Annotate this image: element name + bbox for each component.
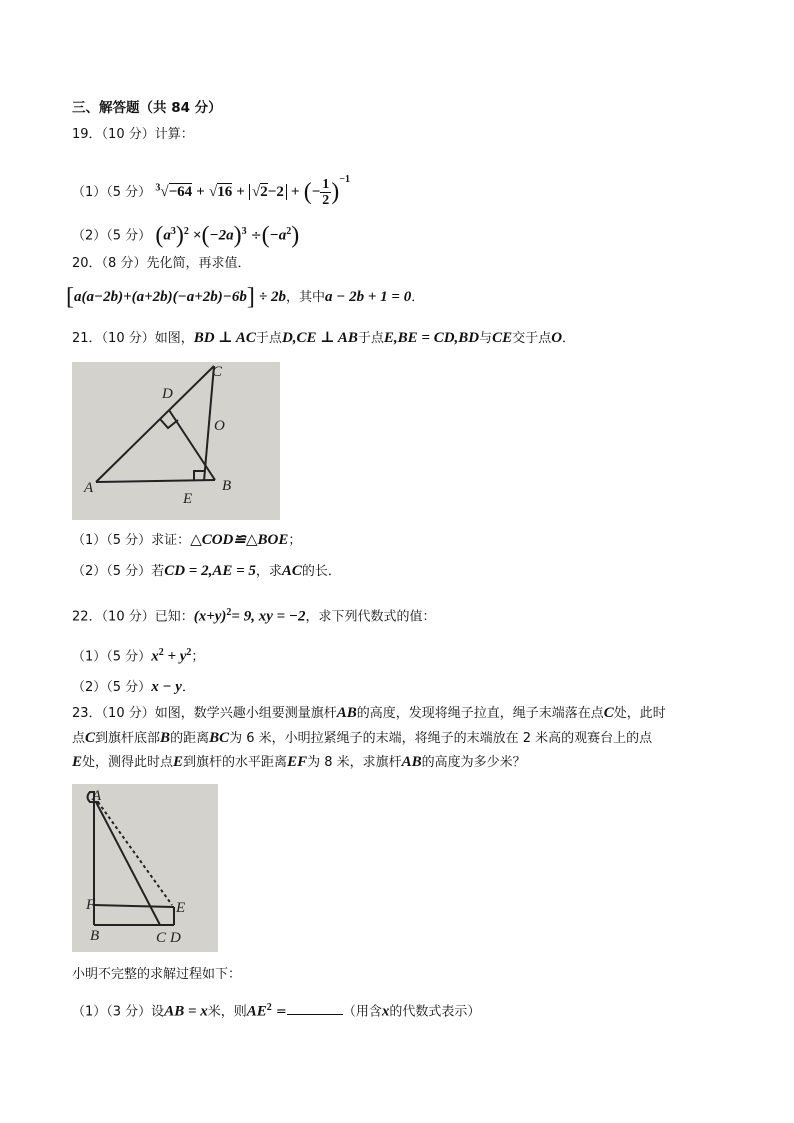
text: 为 8 米，求旗杆 <box>307 755 402 770</box>
text: 为 6 米，小明拉紧绳子的末端，将绳子的末端放在 2 米高的观赛台上的点 <box>229 731 653 746</box>
q23-line3 <box>72 752 526 773</box>
q20-stem: 20．（8 分）先化简，再求值． <box>72 256 251 271</box>
numerator: 1 <box>322 177 330 192</box>
text: 的长． <box>301 564 341 579</box>
part-label: （2）（5 分） <box>72 228 152 244</box>
math: BC <box>209 730 230 746</box>
q22-part2 <box>72 677 195 698</box>
root-index: 3 <box>155 182 161 194</box>
text: ； <box>288 533 302 548</box>
exponent: 2 <box>158 647 164 658</box>
math: BD ⊥ AC <box>193 330 256 346</box>
text: 交于点 <box>512 331 552 346</box>
q22-part1 <box>72 643 204 667</box>
math: CD = 2,AE = 5 <box>164 563 256 579</box>
math: x <box>381 1003 390 1020</box>
math: △COD≌△BOE <box>190 532 289 548</box>
op: + <box>196 184 205 200</box>
text: 处，测得此时点 <box>82 755 174 770</box>
math: AE <box>246 1003 267 1020</box>
math: x − y <box>151 679 182 695</box>
q19-part1: （1）（5 分） $^3$√−64 + √16 + √2−2 + (− $\frac{1}{2}$ )$^{-1}$ <box>72 174 350 208</box>
label-d: D <box>162 386 173 402</box>
text: 的高度，发现将绳子拉直，绳子末端落在点 <box>356 706 604 721</box>
q23-line2 <box>72 728 652 749</box>
q23-flagpole-figure <box>72 784 218 952</box>
q23-part1 <box>72 998 480 1022</box>
exponent: 2 <box>183 226 189 237</box>
text: 的距离 <box>170 731 210 746</box>
text: 与 <box>479 331 493 346</box>
text: ． <box>181 680 195 695</box>
math: D,CE ⊥ AB <box>281 330 358 346</box>
text: ，求下列代数式的值： <box>305 609 436 625</box>
exponent: 2 <box>286 226 292 237</box>
text: （1）（3 分）设 <box>72 1004 165 1020</box>
text: 于点 <box>255 331 282 346</box>
text: 点 <box>72 731 86 746</box>
math: AB <box>401 754 422 770</box>
math: E <box>72 754 83 770</box>
radicand: −64 <box>168 184 193 200</box>
math: + y <box>163 648 187 665</box>
op: ÷ <box>250 228 262 244</box>
math: C <box>85 730 96 746</box>
label-d: D <box>170 930 181 946</box>
label-a: A <box>92 788 102 804</box>
math: AB <box>336 705 357 721</box>
math: E <box>173 754 184 770</box>
op: + <box>290 184 300 200</box>
math: = 9, xy = −2 <box>231 608 306 625</box>
exponent: 3 <box>241 226 247 237</box>
op: − <box>311 184 321 200</box>
absolute-value: √2−2 <box>249 184 287 200</box>
radicand: 2 <box>260 184 268 200</box>
text: ； <box>191 649 205 665</box>
text: 米，则 <box>207 1004 247 1020</box>
label-e: E <box>183 491 193 507</box>
label-f: F <box>86 897 96 913</box>
text: 22．（10 分）已知： <box>72 609 194 625</box>
term: −2a <box>209 227 234 244</box>
part-label: （1）（5 分） <box>72 185 152 200</box>
text: （用含 <box>342 1004 382 1020</box>
exponent: 3 <box>170 226 176 237</box>
text: （1）（5 分） <box>72 649 152 665</box>
text: 23．（10 分）如图，数学兴趣小组要测量旗杆 <box>72 706 337 721</box>
q19-part2: （2）（5 分） $(a^3)^2 \times(-2a)^3 \div(-a^2)$ <box>72 222 300 249</box>
exponent: 2 <box>186 647 192 658</box>
section-title: 三、解答题（共 84 分） <box>72 100 222 116</box>
term: −a <box>269 227 287 244</box>
math: B <box>160 730 171 746</box>
term: −2 <box>267 184 284 200</box>
text: （2）（5 分）若 <box>72 564 165 579</box>
text: 21．（10 分）如图， <box>72 331 194 346</box>
label-c: C <box>212 364 223 380</box>
exponent: −1 <box>339 174 350 185</box>
answer-blank[interactable] <box>287 1002 343 1015</box>
text: （1）（5 分）求证： <box>72 533 191 548</box>
divisor: ÷ 2b <box>259 289 287 305</box>
text: 于点 <box>357 331 384 346</box>
op: + <box>236 184 245 200</box>
math: AB = x <box>164 1003 208 1020</box>
exponent: 2 <box>226 607 232 618</box>
text: 到旗杆底部 <box>95 731 161 746</box>
math: C <box>603 705 614 721</box>
q21-stem <box>72 328 575 349</box>
label-b: B <box>90 928 100 944</box>
text: ，其中 <box>286 290 326 305</box>
q23-intro: 小明不完整的求解过程如下： <box>72 967 242 982</box>
q23-line1 <box>72 703 666 724</box>
q21-triangle-figure <box>72 362 280 520</box>
text: 的代数式表示） <box>389 1004 481 1020</box>
exponent: 2 <box>266 1002 272 1013</box>
label-a: A <box>84 480 94 496</box>
condition: a − 2b + 1 = 0 <box>325 289 412 305</box>
q19-stem: 19．（10 分）计算： <box>72 127 194 142</box>
math: x <box>151 648 159 665</box>
fraction <box>320 177 331 208</box>
text: ． <box>411 290 425 305</box>
q21-part1 <box>72 530 301 551</box>
text: 到旗杆的水平距离 <box>183 755 288 770</box>
text: ． <box>562 331 576 346</box>
text: 处，此时 <box>613 706 666 721</box>
q21-part2 <box>72 561 341 582</box>
radicand: 16 <box>217 184 233 200</box>
label-b: B <box>222 478 232 494</box>
label-e: E <box>176 900 186 916</box>
math: CE <box>492 330 513 346</box>
denominator: 2 <box>322 193 330 208</box>
q20-expression: [a(a−2b)+(a+2b)(−a+2b)−6b] ÷ 2b，其中a − 2b + 1 = 0． <box>66 284 425 310</box>
label-o: O <box>214 418 225 434</box>
op: × <box>192 227 202 244</box>
text: 的高度为多少米？ <box>421 755 526 770</box>
text: ，求 <box>255 564 282 579</box>
text: = <box>271 1004 287 1020</box>
label-c: C <box>156 930 167 946</box>
q22-stem <box>72 601 436 625</box>
math: E,BE = CD,BD <box>383 330 480 346</box>
math: O <box>551 330 563 346</box>
text: （2）（5 分） <box>72 680 152 695</box>
math: AC <box>281 563 302 579</box>
expression: a(a−2b)+(a+2b)(−a+2b)−6b <box>74 289 247 305</box>
math: EF <box>287 754 308 770</box>
math: (x+y) <box>193 608 227 625</box>
var: a <box>163 227 171 244</box>
